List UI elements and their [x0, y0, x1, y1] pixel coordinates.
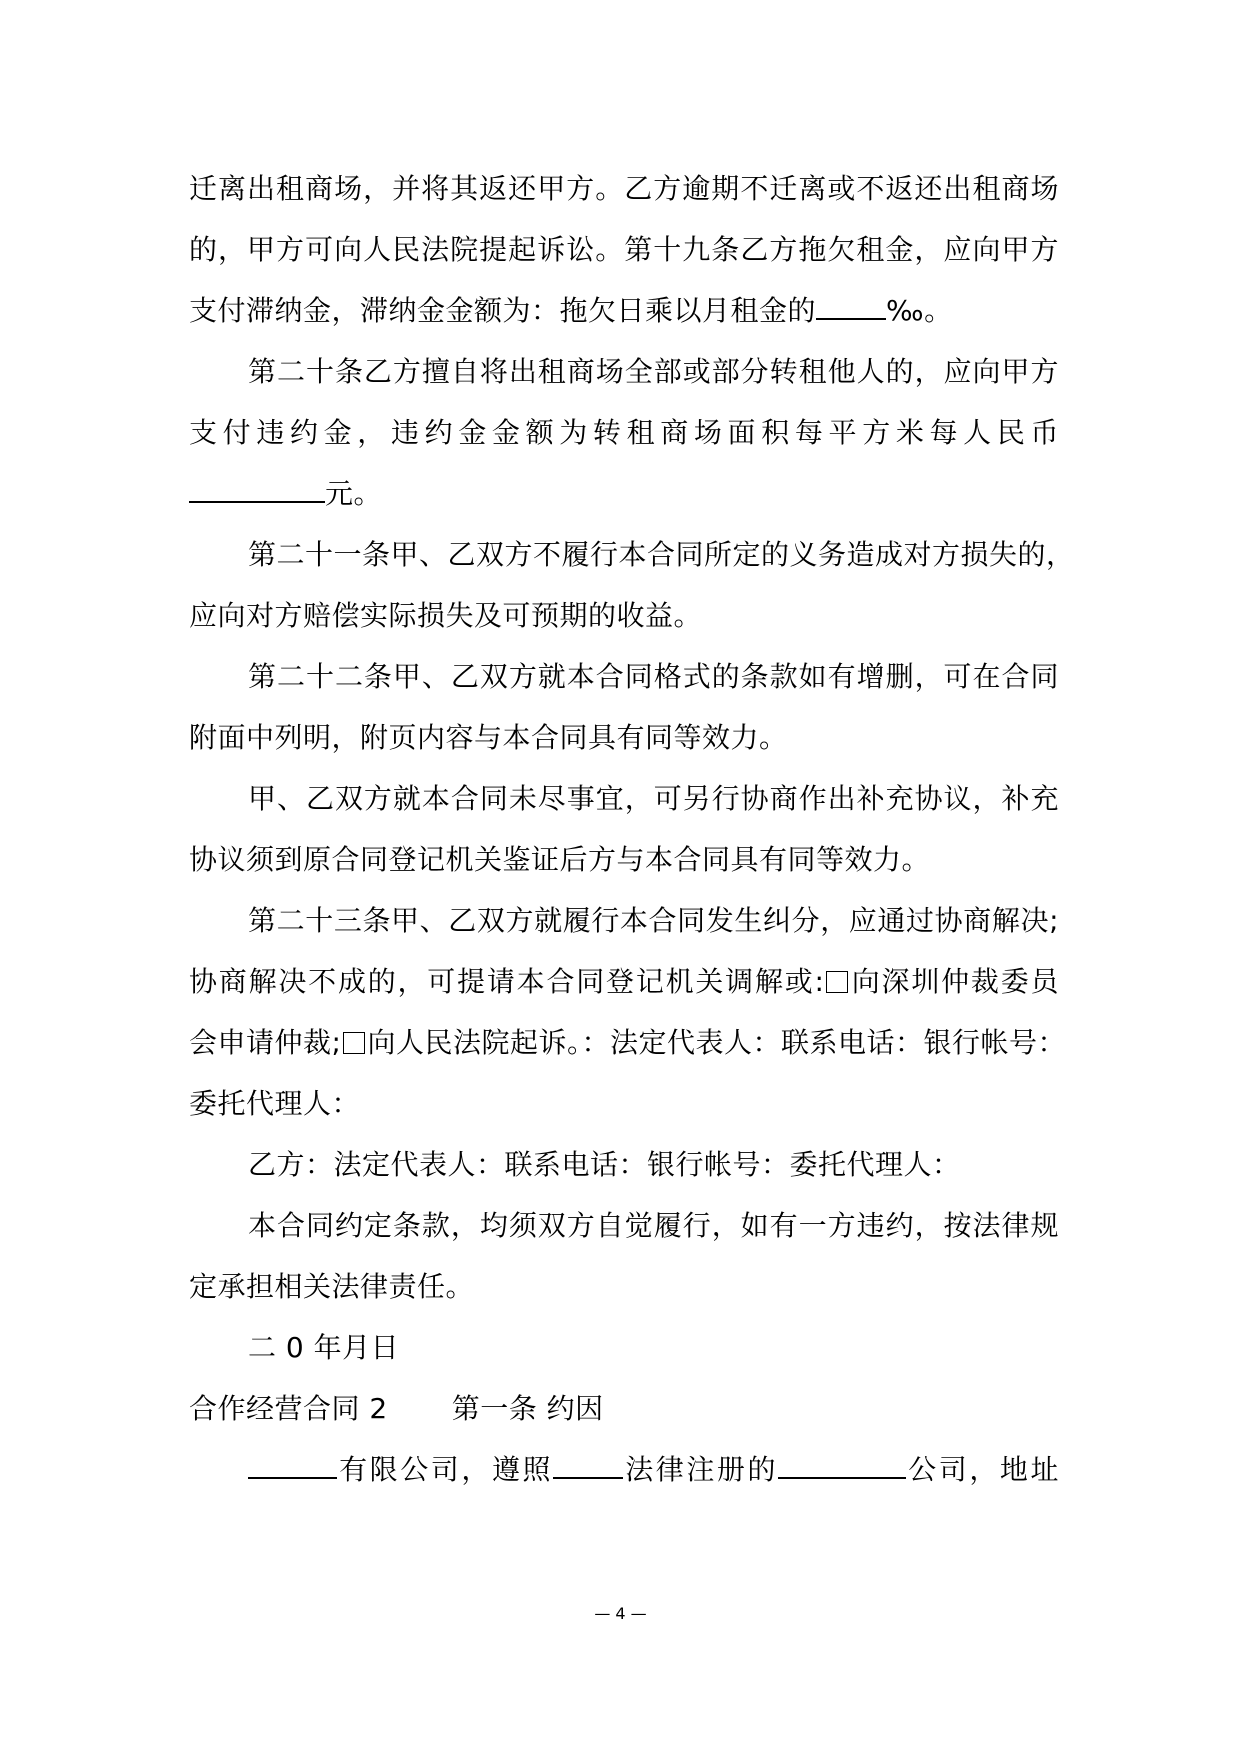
text-span: 会申请仲裁; — [189, 1026, 342, 1059]
text-span: 向深圳仲裁委员 — [850, 965, 1059, 998]
fill-in-blank — [778, 1457, 906, 1479]
text-span: 支付滞纳金，滞纳金金额为：拖欠日乘以月租金的 — [189, 294, 817, 327]
text-span: 有限公司，遵照 — [337, 1453, 554, 1486]
paragraph-line: 第二十二条甲、乙双方就本合同格式的条款如有增删，可在合同 — [248, 660, 1059, 693]
paragraph-line: 乙方：法定代表人：联系电话：银行帐号：委托代理人： — [248, 1148, 961, 1181]
text-span: ‰。 — [886, 294, 953, 327]
paragraph-line: 的，甲方可向人民法院提起诉讼。第十九条乙方拖欠租金，应向甲方 — [189, 233, 1059, 266]
paragraph-line: 应向对方赔偿实际损失及可预期的收益。 — [189, 599, 703, 632]
paragraph-line: 委托代理人： — [189, 1087, 361, 1120]
fill-in-blank — [189, 481, 325, 503]
paragraph-line: 本合同约定条款，均须双方自觉履行，如有一方违约，按法律规 — [248, 1209, 1059, 1242]
text-span: 向人民法院起诉。：法定代表人：联系电话：银行帐号： — [367, 1026, 1066, 1059]
text-span: 协商解决不成的，可提请本合同登记机关调解或: — [189, 965, 825, 998]
paragraph-line: 第二十条乙方擅自将出租商场全部或部分转租他人的，应向甲方 — [248, 355, 1059, 388]
fill-in-blank — [816, 298, 886, 320]
paragraph-line: 支付违约金，违约金金额为转租商场面积每平方米每人民币 — [189, 416, 1059, 449]
contract-heading-line — [189, 1378, 1059, 1439]
page-number: — 4 — — [594, 1604, 647, 1623]
contract-title: 合作经营合同 2 — [189, 1392, 388, 1425]
date-line: 二 0 年月日 — [248, 1331, 400, 1364]
paragraph-line: 甲、乙双方就本合同未尽事宜，可另行协商作出补充协议，补充 — [248, 782, 1059, 815]
document-body — [189, 158, 1075, 1500]
checkbox-icon — [343, 1032, 365, 1054]
paragraph-line — [189, 1439, 1059, 1500]
paragraph-line: 第二十三条甲、乙双方就履行本合同发生纠分，应通过协商解决; — [248, 904, 1059, 937]
paragraph-line: 迁离出租商场，并将其返还甲方。乙方逾期不迁离或不返还出租商场 — [189, 172, 1059, 205]
paragraph-line: 协议须到原合同登记机关鉴证后方与本合同具有同等效力。 — [189, 843, 931, 876]
paragraph-line: 第二十一条甲、乙双方不履行本合同所定的义务造成对方损失的， — [248, 538, 1075, 571]
paragraph-line: 定承担相关法律责任。 — [189, 1270, 475, 1303]
article-title: 第一条 约因 — [451, 1392, 604, 1425]
fill-in-blank — [248, 1457, 337, 1479]
paragraph-line: 附面中列明，附页内容与本合同具有同等效力。 — [189, 721, 788, 754]
checkbox-icon — [826, 971, 848, 993]
paragraph-line — [189, 1012, 1066, 1073]
paragraph-line — [189, 463, 1059, 524]
paragraph-line — [189, 280, 1059, 341]
text-span: 法律注册的 — [623, 1453, 779, 1486]
fill-in-blank — [553, 1457, 623, 1479]
text-span: 元。 — [325, 477, 383, 510]
text-span: 公司，地址 — [906, 1453, 1059, 1486]
paragraph-line — [189, 951, 1059, 1012]
